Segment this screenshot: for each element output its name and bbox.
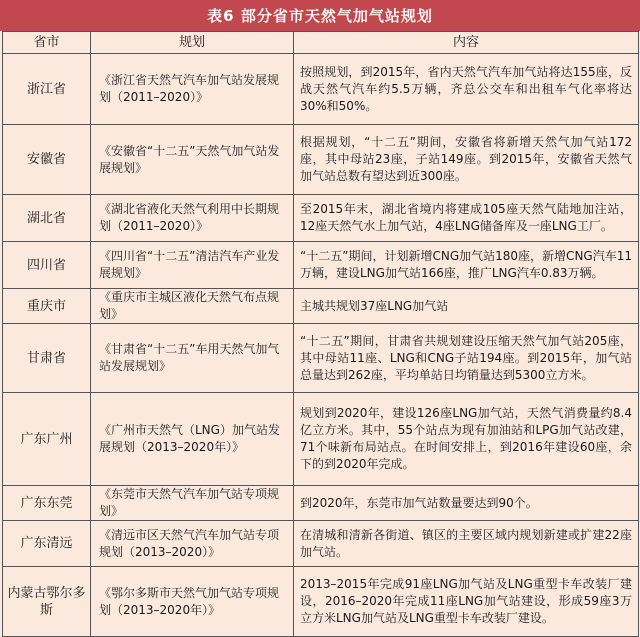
- cell-plan: 《甘肃省“十二五”车用天然气加气站发展规划》: [91, 324, 294, 393]
- header-plan: 规划: [91, 32, 294, 54]
- cell-content: 主城共规划37座LNG加气站: [294, 289, 639, 324]
- cell-plan: 《安徽省“十二五”天然气加气站发展规划》: [91, 125, 294, 195]
- cell-content: 2013–2015年完成91座LNG加气站及LNG重型卡车改装厂建设，2016–2020年完成11座LNG加气站建设，形成59座3万立方米LNG加气站及LNG重型卡车改装厂建设。: [294, 567, 639, 637]
- cell-province: 湖北省: [3, 195, 91, 242]
- table-row: [3, 393, 639, 486]
- cell-content: 规划到2020年，建设126座LNG加气站，天然气消费量约8.4亿立方米。其中，55个站点为现有加油站和LPG加气站改建，71个味新布局站点。在时间安排上，到2016年建设60座，余下的到2020年完成。: [294, 393, 639, 486]
- table-row: [3, 324, 639, 393]
- header-province: 省市: [3, 32, 91, 54]
- cell-province: 广东东莞: [3, 486, 91, 521]
- cell-plan: 《湖北省液化天然气利用中长期规划（2011–2020）》: [91, 195, 294, 242]
- table-row: [3, 195, 639, 242]
- header-content: 内容: [294, 32, 639, 54]
- cell-plan: 《浙江省天然气汽车加气站发展规划（2011–2020）》: [91, 54, 294, 125]
- table-row: [3, 125, 639, 195]
- cell-content: 根据规划，“十二五”期间，安徽省将新增天然气加气站172座，其中母站23座，子站149座。到2015年，安徽省天然气加气站总数有望达到近300座。: [294, 125, 639, 195]
- table-row: [3, 54, 639, 125]
- cell-province: 甘肃省: [3, 324, 91, 393]
- cell-province: 重庆市: [3, 289, 91, 324]
- cell-province: 四川省: [3, 242, 91, 289]
- cell-plan: 《鄂尔多斯市天然气加气站专项规划（2013–2020年）》: [91, 567, 294, 637]
- cell-plan: 《清远市区天然气汽车加气站专项规划（2013–2020）》: [91, 521, 294, 567]
- table-row: [3, 521, 639, 567]
- cell-content: 至2015年末，湖北省境内将建成105座天然气陆地加注站，12座天然气水上加气站，4座LNG储备库及一座LNG工厂。: [294, 195, 639, 242]
- plan-table: [2, 31, 639, 637]
- table-row: [3, 486, 639, 521]
- cell-province: 广东广州: [3, 393, 91, 486]
- cell-province: 广东清远: [3, 521, 91, 567]
- cell-plan: 《重庆市主城区液化天然气布点规划》: [91, 289, 294, 324]
- cell-content: 按照规划，到2015年，省内天然气汽车加气站将达155座，反战天然气汽车约5.5万辆，齐总公交车和出租车气化率将达30%和50%。: [294, 54, 639, 125]
- table-title: 表6 部分省市天然气加气站规划: [0, 0, 640, 31]
- cell-plan: 《广州市天然气（LNG）加气站发展规划（2013–2020年）》: [91, 393, 294, 486]
- cell-content: 在清城和清新各街道、镇区的主要区域内规划新建或扩建22座加气站。: [294, 521, 639, 567]
- table-row: [3, 567, 639, 637]
- cell-plan: 《东莞市天然气汽车加气站专项规划》: [91, 486, 294, 521]
- cell-province: 浙江省: [3, 54, 91, 125]
- header-row: [3, 32, 639, 54]
- cell-content: “十二五”期间，计划新增CNG加气站180座，新增CNG汽车11万辆，建设LNG加气站166座，推广LNG汽车0.83万辆。: [294, 242, 639, 289]
- cell-province: 安徽省: [3, 125, 91, 195]
- table-row: [3, 242, 639, 289]
- cell-content: 到2020年，东莞市加气站数量要达到90个。: [294, 486, 639, 521]
- table-row: [3, 289, 639, 324]
- cell-plan: 《四川省“十二五”清洁汽车产业发展规划》: [91, 242, 294, 289]
- cell-content: “十二五”期间，甘肃省共规划建设压缩天然气加气站205座，其中母站11座、LNG和CNG子站194座。到2015年，加气站总量达到262座，平均单站日均销量达到5300立方米。: [294, 324, 639, 393]
- cell-province: 内蒙古鄂尔多斯: [3, 567, 91, 637]
